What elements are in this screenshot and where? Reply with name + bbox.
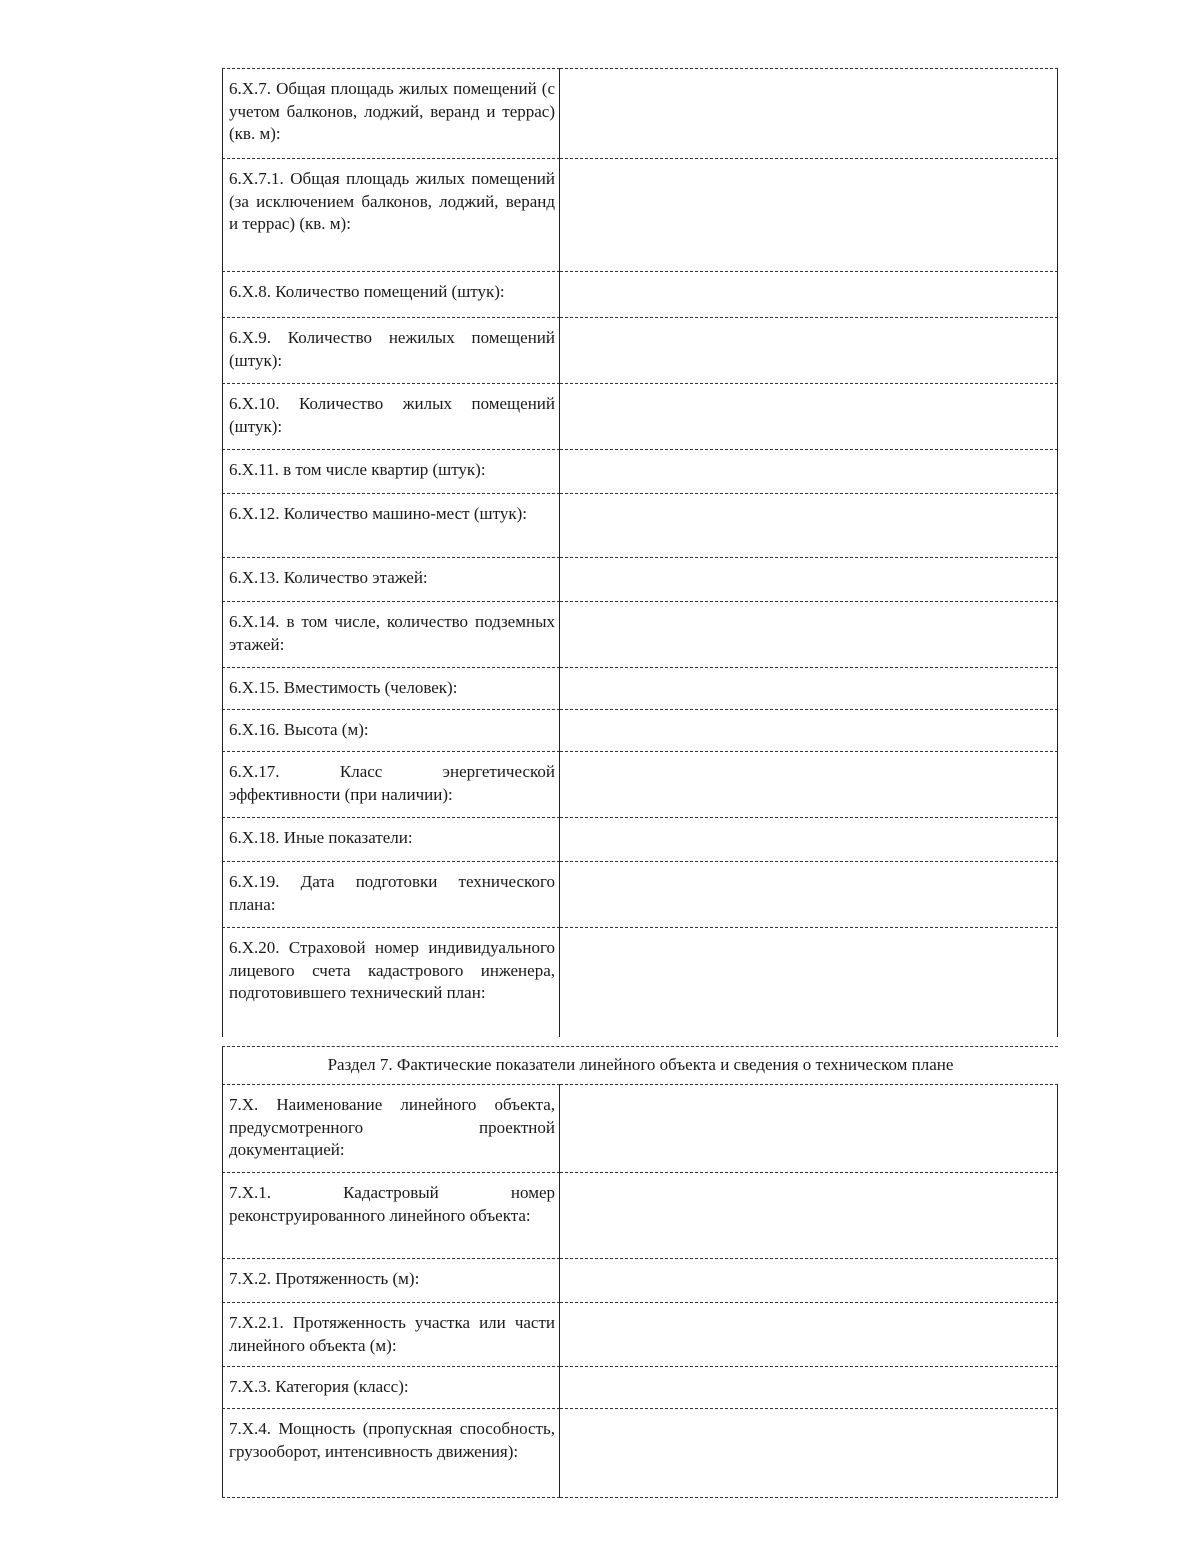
form-row xyxy=(222,927,1058,1037)
row-label: 7.Х. Наименование линейного объекта, предусмотренного проектной документацией: xyxy=(222,1084,560,1172)
row-value-cell[interactable] xyxy=(560,1302,1058,1366)
row-value-cell[interactable] xyxy=(560,709,1058,751)
form-row xyxy=(222,493,1058,557)
row-value-cell[interactable] xyxy=(560,271,1058,317)
form-row xyxy=(222,271,1058,317)
form-row xyxy=(222,1408,1058,1498)
form-row xyxy=(222,68,1058,158)
row-value-cell[interactable] xyxy=(560,1408,1058,1498)
row-label: 7.Х.3. Категория (класс): xyxy=(222,1366,560,1408)
row-value-cell[interactable] xyxy=(560,927,1058,1037)
row-label: 6.Х.10. Количество жилых помещений (штук): xyxy=(222,383,560,449)
form-row xyxy=(222,1084,1058,1172)
form-row xyxy=(222,709,1058,751)
row-value-cell[interactable] xyxy=(560,751,1058,817)
row-value-cell[interactable] xyxy=(560,861,1058,927)
form-row xyxy=(222,1172,1058,1258)
row-value-cell[interactable] xyxy=(560,383,1058,449)
row-label: 6.Х.12. Количество машино-мест (штук): xyxy=(222,493,560,557)
row-value-cell[interactable] xyxy=(560,1172,1058,1258)
form-row xyxy=(222,1258,1058,1302)
form-row xyxy=(222,601,1058,667)
form-row xyxy=(222,158,1058,271)
row-label: 6.Х.13. Количество этажей: xyxy=(222,557,560,601)
form-row xyxy=(222,449,1058,493)
form-row xyxy=(222,861,1058,927)
row-label: 6.Х.14. в том числе, количество подземных этажей: xyxy=(222,601,560,667)
form-row xyxy=(222,1302,1058,1366)
row-label: 6.Х.20. Страховой номер индивидуального лицевого счета кадастрового инженера, подготовившего технический план: xyxy=(222,927,560,1037)
row-value-cell[interactable] xyxy=(560,449,1058,493)
row-label: 6.Х.16. Высота (м): xyxy=(222,709,560,751)
row-value-cell[interactable] xyxy=(560,317,1058,383)
row-label: 6.Х.18. Иные показатели: xyxy=(222,817,560,861)
row-label: 6.Х.15. Вместимость (человек): xyxy=(222,667,560,709)
row-label: 7.Х.1. Кадастровый номер реконструированного линейного объекта: xyxy=(222,1172,560,1258)
row-label: 6.Х.7.1. Общая площадь жилых помещений (за исключением балконов, лоджий, веранд и террас) (кв. м): xyxy=(222,158,560,271)
row-label: 6.Х.7. Общая площадь жилых помещений (с учетом балконов, лоджий, веранд и террас) (кв. м): xyxy=(222,68,560,158)
row-value-cell[interactable] xyxy=(560,601,1058,667)
row-value-cell[interactable] xyxy=(560,158,1058,271)
row-value-cell[interactable] xyxy=(560,493,1058,557)
row-label: 7.Х.2.1. Протяженность участка или части линейного объекта (м): xyxy=(222,1302,560,1366)
section-7-heading: Раздел 7. Фактические показатели линейного объекта и сведения о техническом плане xyxy=(222,1046,1058,1084)
row-label: 7.Х.4. Мощность (пропускная способность, грузооборот, интенсивность движения): xyxy=(222,1408,560,1498)
form-row xyxy=(222,383,1058,449)
row-value-cell[interactable] xyxy=(560,68,1058,158)
row-label: 6.Х.19. Дата подготовки технического плана: xyxy=(222,861,560,927)
form-row xyxy=(222,667,1058,709)
row-value-cell[interactable] xyxy=(560,667,1058,709)
form-row xyxy=(222,817,1058,861)
row-value-cell[interactable] xyxy=(560,557,1058,601)
row-label: 6.Х.17. Класс энергетической эффективности (при наличии): xyxy=(222,751,560,817)
row-label: 7.Х.2. Протяженность (м): xyxy=(222,1258,560,1302)
row-label: 6.Х.8. Количество помещений (штук): xyxy=(222,271,560,317)
row-label: 6.Х.9. Количество нежилых помещений (штук): xyxy=(222,317,560,383)
row-value-cell[interactable] xyxy=(560,1366,1058,1408)
row-value-cell[interactable] xyxy=(560,817,1058,861)
row-label: 6.Х.11. в том числе квартир (штук): xyxy=(222,449,560,493)
row-value-cell[interactable] xyxy=(560,1084,1058,1172)
form-row xyxy=(222,557,1058,601)
form-row xyxy=(222,1366,1058,1408)
form-row xyxy=(222,317,1058,383)
form-row xyxy=(222,751,1058,817)
row-value-cell[interactable] xyxy=(560,1258,1058,1302)
